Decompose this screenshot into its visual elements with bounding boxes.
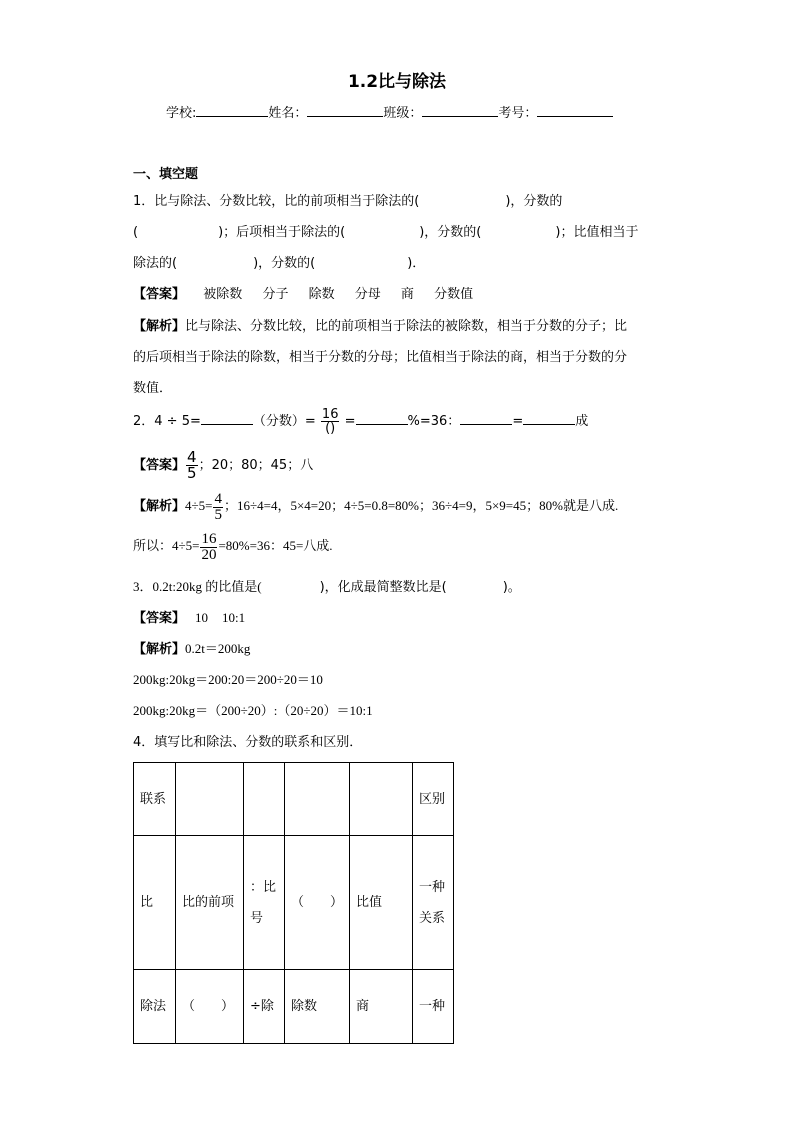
q1-answer: 【答案】 被除数 分子 除数 分母 商 分数值 bbox=[133, 287, 474, 302]
q2-stem: 2．4 ÷ 5= （分数）= $\frac{16}{()}$ = %=36： = 成 bbox=[133, 407, 589, 436]
number-label: 考号： bbox=[498, 106, 538, 121]
school-blank[interactable] bbox=[196, 104, 268, 117]
table-cell: 一种关系 bbox=[413, 836, 454, 970]
q3-answer: 【答案】 10 10:1 bbox=[133, 610, 246, 626]
q3-analysis-1: 【解析】0.2t＝200kg bbox=[133, 641, 251, 657]
table-cell bbox=[350, 763, 413, 836]
table-cell: 比 bbox=[134, 836, 176, 970]
table-cell: 比值 bbox=[350, 836, 413, 970]
number-blank[interactable] bbox=[537, 104, 613, 117]
q2-answer: 【答案】 $\frac{4}{5}$ ；20；80；45；八 bbox=[133, 448, 314, 482]
class-label: 班级： bbox=[383, 106, 423, 121]
q2-blank-1[interactable] bbox=[201, 412, 253, 425]
table-cell bbox=[244, 763, 285, 836]
q3-analysis-2: 200kg:20kg＝200:20＝200÷20＝10 bbox=[133, 672, 323, 687]
q2-blank-4[interactable] bbox=[523, 412, 575, 425]
q1-analysis-1: 【解析】比与除法、分数比较，比的前项相当于除法的被除数，相当于分数的分子；比 bbox=[133, 319, 628, 334]
table-row bbox=[134, 763, 454, 836]
table-cell: 除数 bbox=[285, 970, 350, 1044]
q1-analysis-3: 数值． bbox=[133, 381, 173, 396]
table-row bbox=[134, 836, 454, 970]
q4-stem: 4．填写比和除法、分数的联系和区别． bbox=[133, 735, 363, 750]
q1-line2: ( )；后项相当于除法的( )，分数的( )；比值相当于 bbox=[133, 225, 639, 240]
q2-fraction: $\frac{16}{()}$ bbox=[321, 407, 339, 436]
q1-line3: 除法的( )，分数的( )． bbox=[133, 256, 426, 271]
table-cell: 联系 bbox=[134, 763, 176, 836]
comparison-table bbox=[133, 762, 454, 1044]
table-cell: 比的前项 bbox=[176, 836, 244, 970]
name-label: 姓名： bbox=[268, 106, 308, 121]
section-heading: 一、填空题 bbox=[133, 167, 199, 182]
q1-analysis-2: 的后项相当于除法的除数，相当于分数的分母；比值相当于除法的商，相当于分数的分 bbox=[133, 350, 628, 365]
table-cell: 区别 bbox=[413, 763, 454, 836]
school-label: 学校: bbox=[166, 106, 197, 121]
q2-blank-3[interactable] bbox=[460, 412, 512, 425]
table-cell: ÷除 bbox=[244, 970, 285, 1044]
table-cell[interactable]: （ ） bbox=[285, 836, 350, 970]
class-blank[interactable] bbox=[422, 104, 498, 117]
table-cell[interactable]: （ ） bbox=[176, 970, 244, 1044]
q1-line1: 1．比与除法、分数比较，比的前项相当于除法的( )，分数的 bbox=[133, 194, 563, 209]
table-cell: 商 bbox=[350, 970, 413, 1044]
table-cell bbox=[285, 763, 350, 836]
table-row bbox=[134, 970, 454, 1044]
q3-stem: 3．0.2t:20kg 的比值是( )，化成最简整数比是( )。 bbox=[133, 579, 521, 595]
q2-answer-fraction: $\frac{4}{5}$ bbox=[187, 448, 197, 482]
table-cell: 一种 bbox=[413, 970, 454, 1044]
q3-analysis-3: 200kg:20kg＝（200÷20）:（20÷20）＝10:1 bbox=[133, 703, 373, 718]
q2-blank-2[interactable] bbox=[356, 412, 408, 425]
table-cell: ：比号 bbox=[244, 836, 285, 970]
student-info-line bbox=[166, 104, 613, 120]
table-cell: 除法 bbox=[134, 970, 176, 1044]
name-blank[interactable] bbox=[307, 104, 383, 117]
q2-analysis: 【解析】4÷5= $\frac{4}{5}$ ；16÷4=4，5×4=20；4÷5=0.8=80%；36÷4=9，5×9=45；80%就是八成. bbox=[133, 490, 619, 523]
page-title: 1.2比与除法 bbox=[347, 72, 447, 92]
q2-conclusion: 所以：4÷5= $\frac{16}{20}$ =80%=36：45=八成. bbox=[133, 530, 333, 563]
table-cell bbox=[176, 763, 244, 836]
